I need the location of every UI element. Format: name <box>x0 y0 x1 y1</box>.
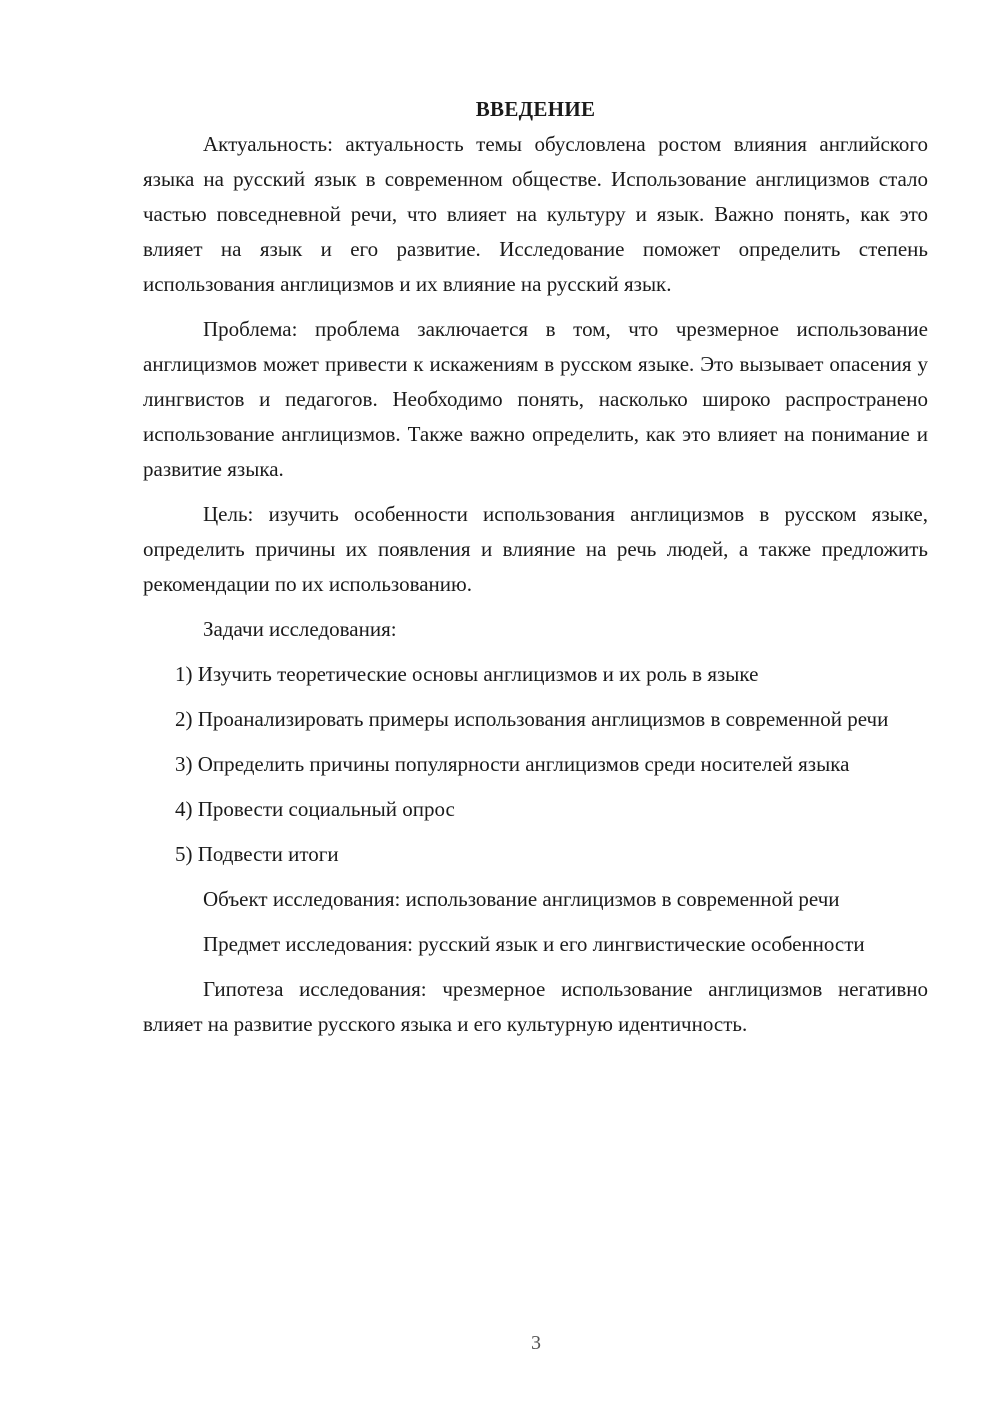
section-heading: ВВЕДЕНИЕ <box>475 97 596 121</box>
task-item-1: 1) Изучить теоретические основы англицизмов и их роль в языке <box>175 662 759 686</box>
problem-paragraph: Проблема: проблема заключается в том, что чрезмерное использование англицизмов может привести к искажениям в русском языке. Это вызывает опасения у лингвистов и педагогов. Необходимо понять, насколько широко распространено использование англицизмов. Также важно определить, как это влияет на понимание и развитие языка. <box>143 317 928 481</box>
subject-paragraph: Предмет исследования: русский язык и его лингвистические особенности <box>203 932 865 956</box>
task-item-2: 2) Проанализировать примеры использования англицизмов в современной речи <box>175 707 889 731</box>
task-item-4: 4) Провести социальный опрос <box>175 797 455 821</box>
hypothesis-paragraph: Гипотеза исследования: чрезмерное использование англицизмов негативно влияет на развитие русского языка и его культурную идентичность. <box>143 977 928 1036</box>
tasks-title: Задачи исследования: <box>203 617 397 641</box>
goal-paragraph: Цель: изучить особенности использования англицизмов в русском языке, определить причины их появления и влияние на речь людей, а также предложить рекомендации по их использованию. <box>143 502 928 596</box>
object-paragraph: Объект исследования: использование англицизмов в современной речи <box>203 887 840 911</box>
page-number: 3 <box>531 1332 541 1354</box>
task-item-5: 5) Подвести итоги <box>175 842 339 866</box>
task-item-3: 3) Определить причины популярности англицизмов среди носителей языка <box>175 752 850 776</box>
document-body <box>143 92 928 1052</box>
relevance-paragraph: Актуальность: актуальность темы обусловлена ростом влияния английского языка на русский язык в современном обществе. Использование англицизмов стало частью повседневной речи, что влияет на культуру и язык. Важно понять, как это влияет на язык и его развитие. Исследование поможет определить степень использования англицизмов и их влияние на русский язык. <box>143 132 928 296</box>
